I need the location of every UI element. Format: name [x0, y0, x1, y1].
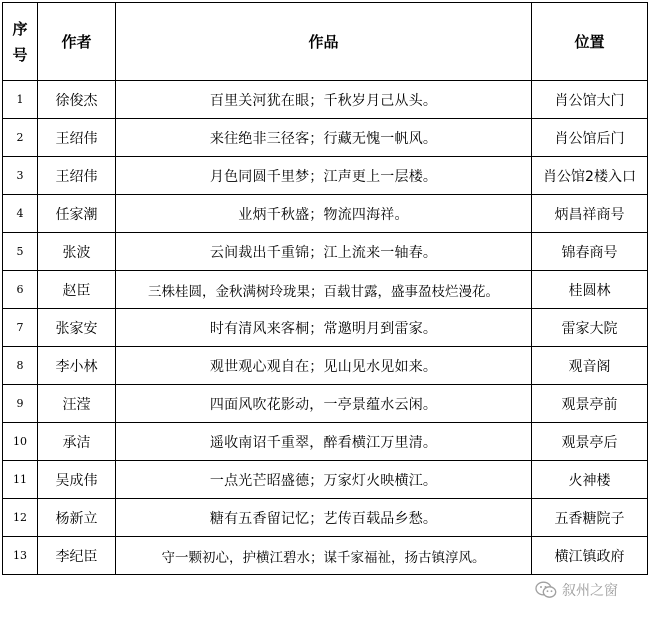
table-row: [3, 81, 648, 119]
table-row: [3, 309, 648, 347]
cell-number: 5: [3, 233, 38, 271]
table-row: [3, 233, 648, 271]
cell-number: 11: [3, 461, 38, 499]
cell-number: 7: [3, 309, 38, 347]
cell-work: 百里关河犹在眼；千秋岁月己从头。: [116, 81, 532, 119]
cell-work: 月色同圆千里梦；江声更上一层楼。: [116, 157, 532, 195]
header-author: 作者: [38, 3, 116, 81]
cell-work: 云间裁出千重锦；江上流来一轴春。: [116, 233, 532, 271]
cell-number: 3: [3, 157, 38, 195]
header-work: 作品: [116, 3, 532, 81]
cell-author: 张波: [38, 233, 116, 271]
header-number: [3, 3, 38, 81]
cell-number: 4: [3, 195, 38, 233]
header-location: 位置: [532, 3, 648, 81]
cell-work: 业炳千秋盛；物流四海祥。: [116, 195, 532, 233]
cell-author: 徐俊杰: [38, 81, 116, 119]
watermark: [535, 580, 618, 600]
cell-number: 9: [3, 385, 38, 423]
cell-author: 杨新立: [38, 499, 116, 537]
cell-author: 吴成伟: [38, 461, 116, 499]
cell-location: 肖公馆2楼入口: [532, 157, 648, 195]
cell-number: 8: [3, 347, 38, 385]
table-header-row: [3, 3, 648, 81]
cell-location: 横江镇政府: [532, 537, 648, 575]
cell-location: 五香糖院子: [532, 499, 648, 537]
table-row: [3, 461, 648, 499]
table-row: [3, 271, 648, 309]
cell-author: 李纪臣: [38, 537, 116, 575]
cell-author: 承洁: [38, 423, 116, 461]
cell-location: 雷家大院: [532, 309, 648, 347]
cell-work: 来往绝非三径客；行藏无愧一帆风。: [116, 119, 532, 157]
table-row: [3, 385, 648, 423]
cell-location: 肖公馆后门: [532, 119, 648, 157]
table-row: [3, 347, 648, 385]
wechat-logo-icon: [535, 581, 557, 599]
cell-location: 锦春商号: [532, 233, 648, 271]
header-number-line1: 序: [12, 19, 28, 38]
cell-number: 13: [3, 537, 38, 575]
cell-work: 守一颗初心，护横江碧水；谋千家福祉，扬古镇淳风。: [116, 537, 532, 575]
cell-location: 观景亭后: [532, 423, 648, 461]
cell-author: 王绍伟: [38, 119, 116, 157]
table-row: [3, 499, 648, 537]
cell-location: 火神楼: [532, 461, 648, 499]
cell-work: 时有清风来客桐；常邀明月到雷家。: [116, 309, 532, 347]
cell-location: 炳昌祥商号: [532, 195, 648, 233]
couplet-table: [2, 2, 648, 575]
cell-location: 桂圆林: [532, 271, 648, 309]
cell-location: 观景亭前: [532, 385, 648, 423]
cell-work: 观世观心观自在；见山见水见如来。: [116, 347, 532, 385]
cell-location: 观音阁: [532, 347, 648, 385]
header-number-line2: 号: [12, 45, 28, 64]
table-row: [3, 537, 648, 575]
cell-number: 12: [3, 499, 38, 537]
cell-author: 汪滢: [38, 385, 116, 423]
cell-work: 一点光芒昭盛德；万家灯火映横江。: [116, 461, 532, 499]
cell-author: 王绍伟: [38, 157, 116, 195]
table-row: [3, 157, 648, 195]
cell-work: 糖有五香留记忆；艺传百载品乡愁。: [116, 499, 532, 537]
cell-number: 6: [3, 271, 38, 309]
cell-work: 三株桂圆，金秋满树玲珑果；百载甘露，盛事盈枝烂漫花。: [116, 271, 532, 309]
table-row: [3, 423, 648, 461]
table-row: [3, 119, 648, 157]
cell-location: 肖公馆大门: [532, 81, 648, 119]
cell-author: 赵臣: [38, 271, 116, 309]
cell-author: 任家潮: [38, 195, 116, 233]
cell-work: 四面风吹花影动，一亭景蕴水云闲。: [116, 385, 532, 423]
watermark-text: 叙州之窗: [562, 583, 618, 599]
table-row: [3, 195, 648, 233]
cell-number: 10: [3, 423, 38, 461]
cell-number: 1: [3, 81, 38, 119]
cell-number: 2: [3, 119, 38, 157]
cell-author: 李小林: [38, 347, 116, 385]
cell-work: 遥收南诏千重翠，醉看横江万里清。: [116, 423, 532, 461]
cell-author: 张家安: [38, 309, 116, 347]
